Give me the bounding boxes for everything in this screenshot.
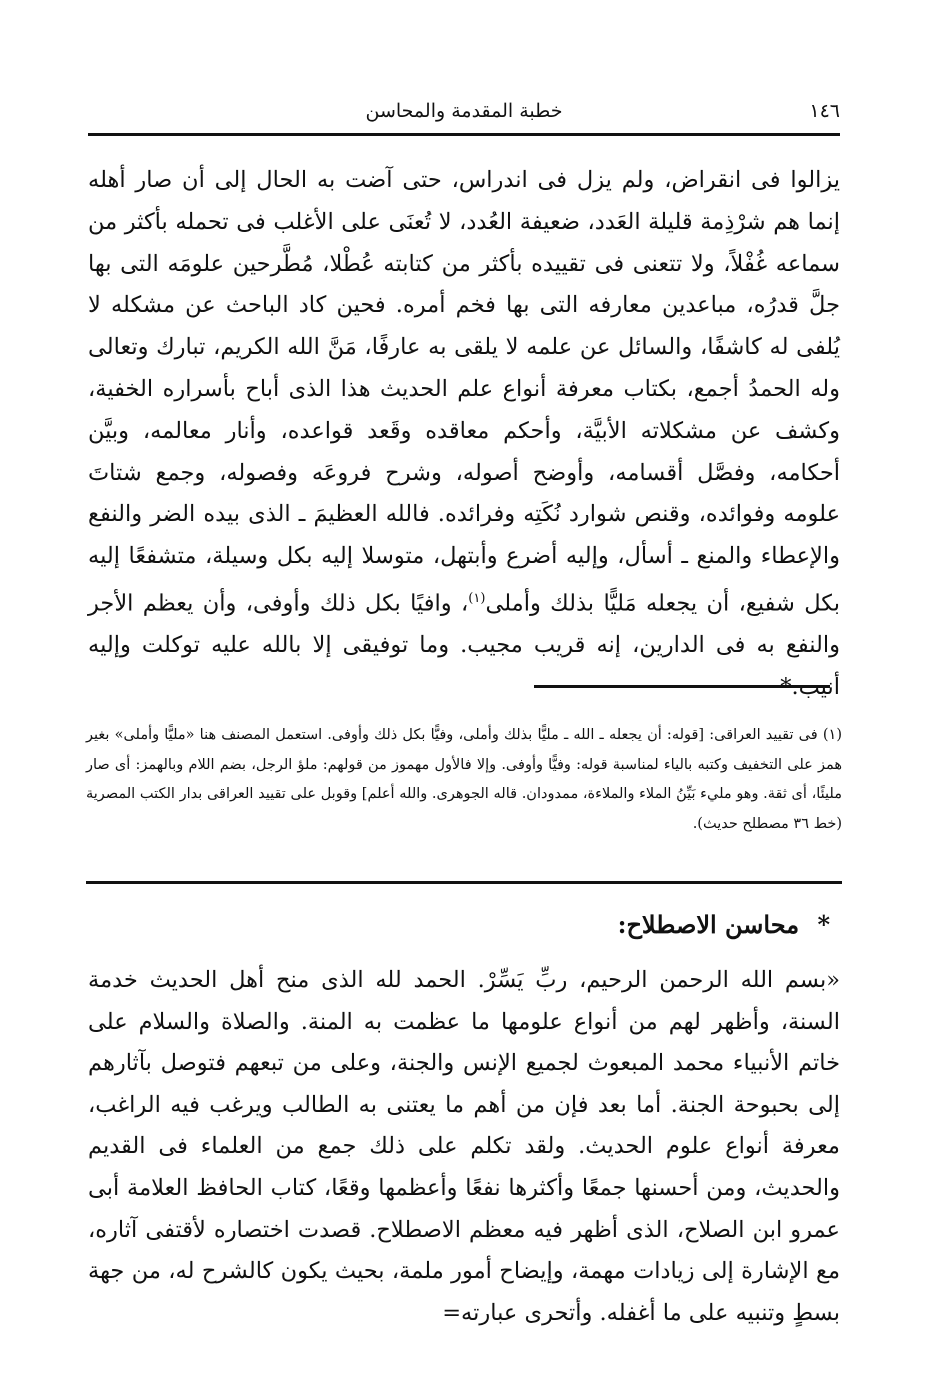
footnote-reference: (١) [468,590,486,606]
footnote: (١) فى تقييد العراقى: [قوله: أن يجعله ـ الله ـ مليًّا بذلك وأملى، وفيًّا بكل ذلك وأوفى. استعمل المصنف هنا «مليًّا وأملى» بغير همز على التخفيف وكتبه بالياء لمناسبة قوله: وفيًّا وأوفى. وإلا فالأول مهموز من قولهم: ملؤ الرجل، بضم اللام وبالهمز: أى صار مليئًا، أى ثقة. وهو مليء بَيِّنُ الملاء والملاءة، ممدودان. قاله الجوهرى. والله أعلم] وقوبل على تقييد العراقى بدار الكتب المصرية (خط ٣٦ مصطلح حديث). [86,727,842,832]
section-title: محاسن الاصطلاح: [617,910,800,939]
paragraph-end-text: ، وافيًا بكل ذلك وأوفى، وأن يعظم الأجر والنفع به فى الدارين، إنه قريب مجيب. وما توفيقى إلا بالله عليه توكلت وإليه أنيب.* [88,590,840,701]
section-paragraph: «بسم الله الرحمن الرحيم، ربِّ يَسِّرْ. الحمد لله الذى منح أهل الحديث خدمة السنة، وأظهر لهم من أنواع علومها ما عظمت به المنة. والصلاة والسلام على خاتم الأنبياء محمد المبعوث لجميع الإنس والجنة، وعلى من تبعهم فتوصل بآثارهم إلى بحبوحة الجنة. أما بعد فإن من أهم ما يعتنى به الطالب ويرغب فيه الراغب، معرفة أنواع علوم الحديث. ولقد تكلم على ذلك جمع من العلماء فى القديم والحديث، ومن أحسنها جمعًا وأكثرها نفعًا وأعظمها وقعًا، كتاب الحافظ العلامة أبى عمرو ابن الصلاح، الذى أظهر فيه معظم الاصطلاح. قصدت اختصاره لأقتفى آثاره، مع الإشارة إلى زيادات مهمة، وإيضاح أمور ملمة، بحيث يكون كالشرح له، من جهة بسطٍ وتنبيه على ما أغفله. وأتحرى عبارته= [88,967,840,1326]
running-title: خطبة المقدمة والمحاسن [365,100,563,122]
paragraph-text: يزالوا فى انقراض، ولم يزل فى اندراس، حتى آضت به الحال إلى أن صار أهله إنما هم شرْذِمة قليلة العَدد، ضعيفة العُدد، لا تُعنَى على الأغلب فى تحمله بأكثر من سماعه غُفْلاً، ولا تتعنى فى تقييده بأكثر من كتابته عُطْلا، مُطَّرحين علومَه التى بها جلَّ قدرُه، مباعدين معارفه التى بها فخم أمره. فحين كاد الباحث عن مشكله لا يُلفى له كاشفًا، والسائل عن علمه لا يلقى به عارفًا، مَنَّ الله الكريم، تبارك وتعالى وله الحمدُ أجمع، بكتاب معرفة أنواع علم الحديث هذا الذى أباح بأسراره الخفية، وكشف عن مشكلاته الأبيَّة، وأحكم معاقده وقَعد قواعده، وأنار معالمه، وبيَّن أحكامه، وفصَّل أقسامه، وأوضح أصوله، وشرح فروعَه وفصوله، وجمع شتاتَ علومه وفوائده، وقنص شوارد نُكَتِه وفرائده. فالله العظيمَ ـ الذى بيده الضر والنفع والإعطاء والمنع ـ أسأل، وإليه أضرع وأبتهل، متوسلا إليه بكل وسيلة، متشفعًا إليه بكل شفيع، أن يجعله مَليًّا بذلك وأملى [88,167,840,617]
section-heading [430,910,830,939]
section-separator-rule [86,881,842,884]
heading-star-mark: * [817,910,830,939]
page-number: ١٤٦ [809,100,840,122]
main-paragraph [88,160,840,709]
header-rule [88,133,840,136]
page-header [88,96,840,130]
footnote-separator [534,685,830,688]
